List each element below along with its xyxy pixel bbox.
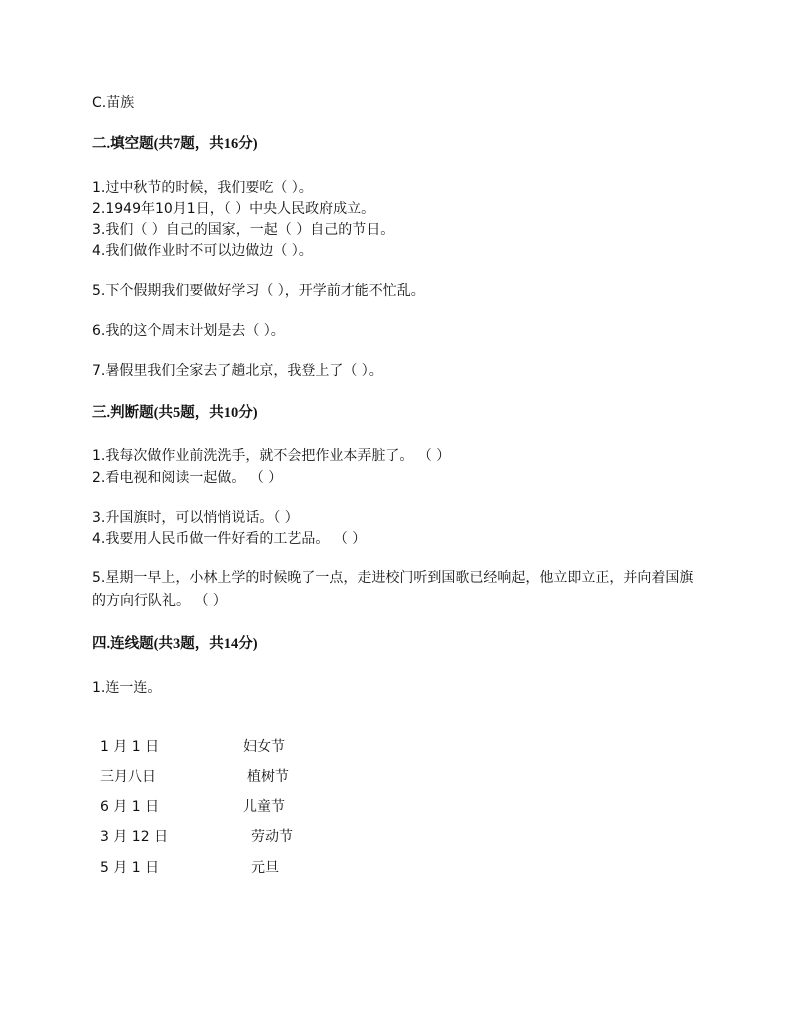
match-right-item: 妇女节 xyxy=(243,739,285,755)
fill-blank-item: 2.1949年10月1日，（ ）中央人民政府成立。 xyxy=(92,201,376,217)
true-false-item: 3.升国旗时，可以悄悄说话。（ ） xyxy=(92,510,299,526)
match-left-item: 6 月 1 日 xyxy=(100,799,160,815)
section-title-matching: 四.连线题(共3题，共14分) xyxy=(92,636,258,652)
true-false-item: 2.看电视和阅读一起做。 （ ） xyxy=(92,470,283,486)
section-title-true-false: 三.判断题(共5题，共10分) xyxy=(92,405,258,421)
fill-blank-item: 4.我们做作业时不可以边做边（ ）。 xyxy=(92,243,313,259)
fill-blank-item: 5.下个假期我们要做好学习（ ），开学前才能不忙乱。 xyxy=(92,283,425,299)
fill-blank-item: 6.我的这个周末计划是去（ ）。 xyxy=(92,323,285,339)
section-title-fill-blank: 二.填空题(共7题，共16分) xyxy=(92,136,258,152)
match-right-item: 元旦 xyxy=(251,860,279,876)
match-left-item: 三月八日 xyxy=(100,769,156,785)
previous-question-option: C.苗族 xyxy=(92,95,135,111)
true-false-item: 1.我每次做作业前洗洗手，就不会把作业本弄脏了。 （ ） xyxy=(92,448,451,464)
match-left-item: 3 月 12 日 xyxy=(100,829,169,845)
true-false-item: 4.我要用人民币做一件好看的工艺品。 （ ） xyxy=(92,531,367,547)
fill-blank-item: 7.暑假里我们全家去了趟北京，我登上了（ ）。 xyxy=(92,363,383,379)
match-left-item: 1 月 1 日 xyxy=(100,739,160,755)
matching-question: 1.连一连。 xyxy=(92,680,162,696)
match-right-item: 植树节 xyxy=(247,769,289,785)
match-right-item: 劳动节 xyxy=(251,829,293,845)
fill-blank-item: 3.我们（ ）自己的国家，一起（ ）自己的节日。 xyxy=(92,222,395,238)
match-right-item: 儿童节 xyxy=(243,799,285,815)
match-left-item: 5 月 1 日 xyxy=(100,860,160,876)
fill-blank-item: 1.过中秋节的时候，我们要吃（ ）。 xyxy=(92,180,313,196)
true-false-item: 5.星期一早上，小林上学的时候晚了一点，走进校门听到国歌已经响起，他立即立正，并向着国旗的方向行队礼。 （ ） xyxy=(92,570,694,609)
